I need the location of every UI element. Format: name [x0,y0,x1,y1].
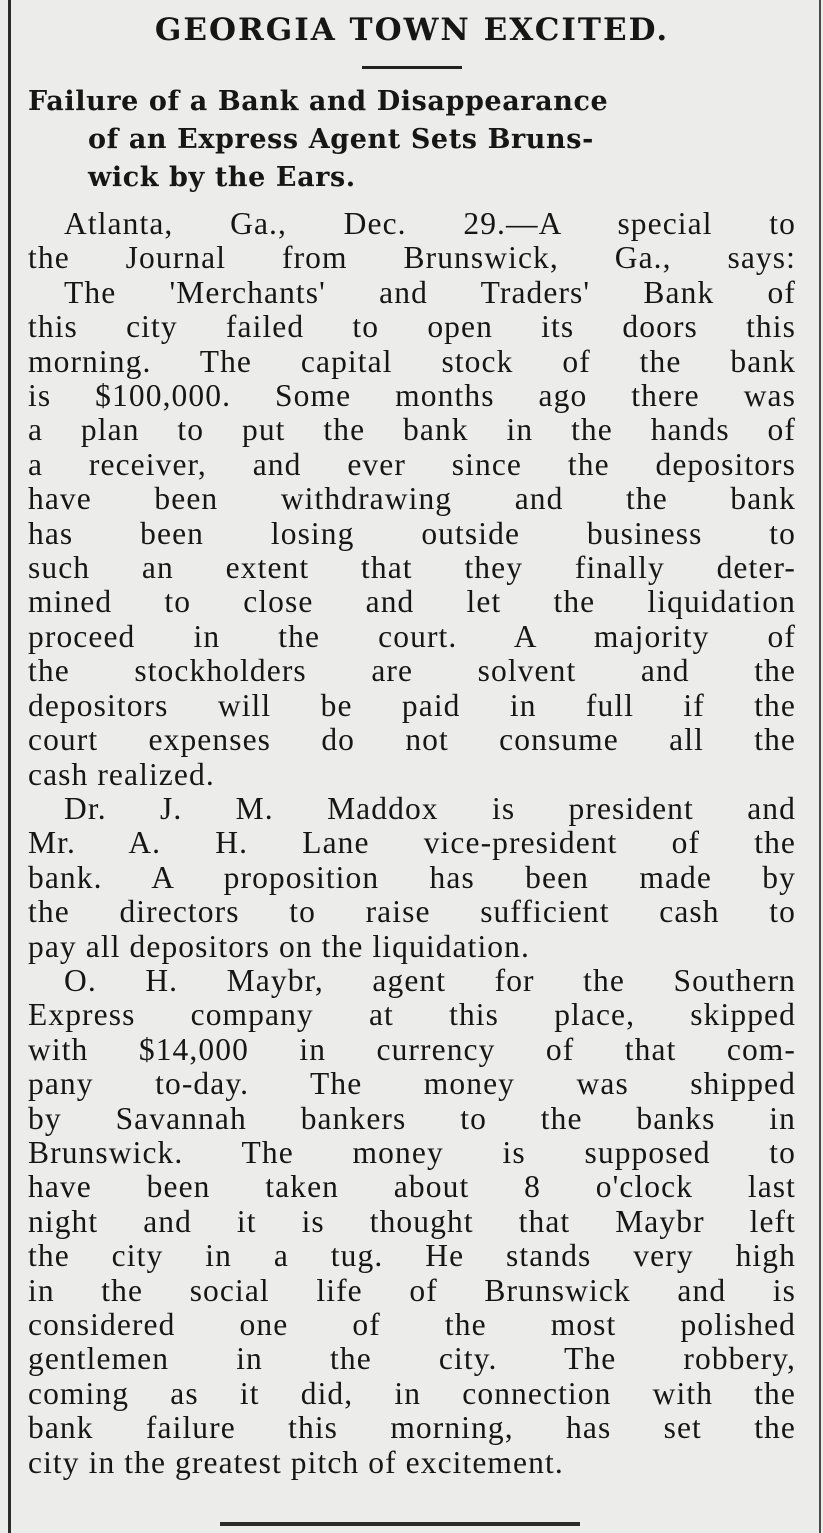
body-line: bank failure this morning, has set the [28,1410,796,1446]
body-line: morning. The capital stock of the bank [28,343,796,379]
body-line: with $14,000 in currency of that com- [28,1031,796,1067]
body-line: proceed in the court. A majority of [28,618,796,654]
article-body [28,207,796,1480]
body-line: this city failed to open its doors this [28,309,796,345]
body-line: Brunswick. The money is supposed to [28,1134,796,1170]
body-line: considered one of the most polished [28,1307,796,1342]
body-line: Express company at this place, skipped [28,997,796,1033]
body-line: coming as it did, in connection with the [28,1375,796,1411]
body-line: in the social life of Brunswick and is [28,1272,796,1308]
body-line: the Journal from Brunswick, Ga., says: [28,240,796,276]
body-line: bank. A proposition has been made by [28,859,796,895]
body-line: have been withdrawing and the bank [28,481,796,517]
subheadline [28,83,796,197]
subheadline-line: Failure of a Bank and Disappearance [28,86,609,117]
subheadline-line: of an Express Agent Sets Bruns- [88,124,594,155]
body-line: Dr. J. M. Maddox is president and [64,790,796,826]
body-line: gentlemen in the city. The robbery, [28,1341,796,1377]
bottom-divider [220,1522,580,1526]
body-line: is $100,000. Some months ago there was [28,378,796,414]
column-rule-left [8,0,11,1533]
body-line: night and it is thought that Maybr left [28,1203,796,1239]
body-line: Atlanta, Ga., Dec. 29.—A special to [64,206,796,241]
body-line: city in the greatest pitch of excitement. [28,1444,564,1480]
body-line: a plan to put the bank in the hands of [28,412,796,448]
body-line: The 'Merchants' and Traders' Bank of [64,274,796,310]
article [28,0,796,1480]
body-line: the city in a tug. He stands very high [28,1238,796,1274]
body-line: by Savannah bankers to the banks in [28,1100,796,1136]
body-line: court expenses do not consume all the [28,722,796,758]
body-line: the stockholders are solvent and the [28,653,796,689]
subheadline-line: wick by the Ears. [88,162,356,193]
headline: GEORGIA TOWN EXCITED. [154,12,670,48]
column-rule-right [819,0,821,1533]
headline-divider [362,66,462,69]
body-line: a receiver, and ever since the depositors [28,446,796,482]
body-line: the directors to raise sufficient cash to [28,894,796,930]
body-line: mined to close and let the liquidation [28,584,796,620]
body-line: O. H. Maybr, agent for the Southern [64,962,796,998]
body-line: Mr. A. H. Lane vice-president of the [28,825,796,861]
body-line: pay all depositors on the liquidation. [28,928,530,964]
body-line: depositors will be paid in full if the [28,687,796,723]
body-line: cash realized. [28,756,215,792]
body-line: such an extent that they finally deter- [28,550,796,586]
body-line: have been taken about 8 o'clock last [28,1169,796,1205]
body-line: pany to-day. The money was shipped [28,1066,796,1102]
body-line: has been losing outside business to [28,515,796,551]
